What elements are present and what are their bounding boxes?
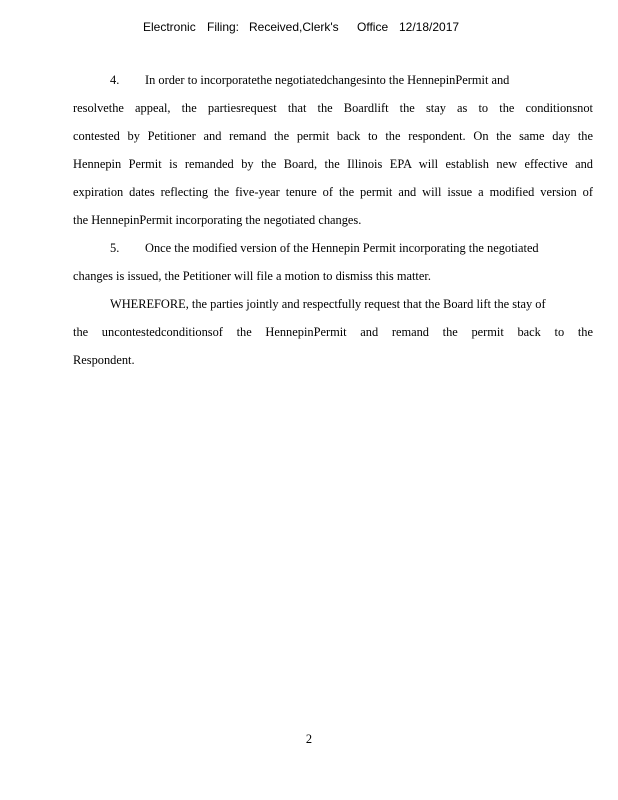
paragraph-text: In order to incorporatethe negotiatedchangesinto the HennepinPermit and	[145, 73, 510, 87]
paragraph-line: the uncontestedconditionsof the HennepinPermit and remand the permit back to the	[73, 325, 593, 339]
paragraph-line	[73, 66, 593, 94]
wherefore-paragraph	[73, 290, 593, 374]
paragraph-text: Once the modified version of the Hennepin Permit incorporating the negotiated	[145, 241, 539, 255]
paragraph-number: 5.	[110, 241, 120, 255]
paragraph-5	[73, 234, 593, 290]
header-received: Received,Clerk's	[249, 20, 339, 34]
header-electronic: Electronic	[143, 20, 196, 34]
paragraph-line: Respondent.	[73, 353, 135, 367]
paragraph-line	[73, 234, 593, 262]
paragraph-4	[73, 66, 593, 234]
page-number: 2	[305, 732, 313, 746]
document-body	[73, 66, 593, 374]
paragraph-number: 4.	[110, 73, 120, 87]
paragraph-line: resolvethe appeal, the partiesrequest that the Boardlift the stay as to the conditionsnot	[73, 101, 593, 115]
header-office: Office	[357, 20, 389, 34]
paragraph-line: Hennepin Permit is remanded by the Board, the Illinois EPA will establish new effective and	[73, 157, 593, 171]
paragraph-line: the HennepinPermit incorporating the negotiated changes.	[73, 213, 362, 227]
paragraph-line: contested by Petitioner and remand the permit back to the respondent. On the same day the	[73, 129, 593, 143]
header-filing: Filing:	[207, 20, 240, 34]
paragraph-line: WHEREFORE, the parties jointly and respectfully request that the Board lift the stay of	[110, 297, 546, 311]
header-date: 12/18/2017	[399, 20, 460, 34]
paragraph-line: expiration dates reflecting the five-year tenure of the permit and will issue a modified version of	[73, 185, 593, 199]
paragraph-line: changes is issued, the Petitioner will file a motion to dismiss this matter.	[73, 269, 431, 283]
electronic-filing-header	[143, 20, 459, 34]
